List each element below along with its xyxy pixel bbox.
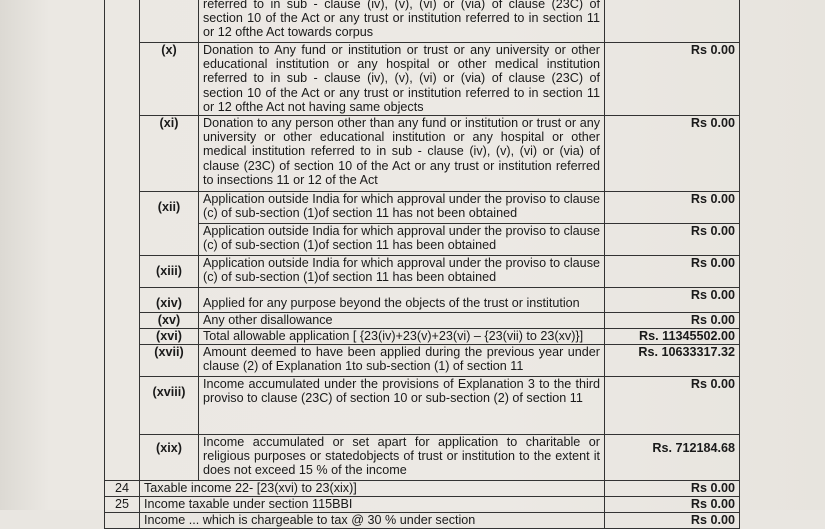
- row-description: Income taxable under section 115BBI: [140, 497, 605, 513]
- row-description: Application outside India for which approval under the proviso to clause (c) of sub-section (1)of section 11 has been obtained: [199, 256, 605, 288]
- row-amount: Rs 0.00: [605, 43, 740, 116]
- row-subclause: (xviii): [140, 377, 199, 435]
- row-amount: Rs 0.00: [605, 513, 740, 529]
- table-row: [105, 116, 740, 192]
- table-row: [105, 435, 740, 481]
- row-subclause: (xv): [140, 313, 199, 329]
- row-description: Donation to Any fund or institution or trust or any university or other educational institution or any hospital or other medical institution referred to in sub - clause (iv), (v), (vi) or (via) of clause (23C) of section 10 of the Act or any trust or institution referred to in section 11 or 12 ofthe Act not having same objects: [199, 43, 605, 116]
- row-amount: Rs 0.00: [605, 288, 740, 313]
- row-description: Income ... which is chargeable to tax @ 30 % under section: [140, 513, 605, 529]
- row-subclause: (xiv): [140, 288, 199, 313]
- row-amount: Rs 0.00: [605, 313, 740, 329]
- table-row: [105, 43, 740, 116]
- row-description: Income accumulated or set apart for application to charitable or religious purposes or statedobjects of trust or institution to the extent it does not exceed 15 % of the income: [199, 435, 605, 481]
- row-description: referred to in sub - clause (iv), (v), (vi) or (via) of clause (23C) of section 10 of the Act or any trust or institution referred to in section 11 or 12 ofthe Act towards corpus: [199, 0, 605, 43]
- row-amount: Rs 0.00: [605, 224, 740, 256]
- income-application-table: [104, 0, 740, 529]
- row-number: 25: [105, 497, 140, 513]
- row-description: Donation to any person other than any fund or institution or trust or any university or other educational institution or any hospital or other medical institution referred to in sub - clause (iv), (v), (vi) or (via) of clause (23C) of section 10 of the Act or any trust or institution referred to insections 11 or 12 of the Act: [199, 116, 605, 192]
- row-subclause: (xiii): [140, 256, 199, 288]
- row-amount: Rs 0.00: [605, 192, 740, 224]
- table-row: [105, 377, 740, 435]
- table-row: [105, 329, 740, 345]
- row-number: 24: [105, 481, 140, 497]
- row-description: Taxable income 22- [23(xvi) to 23(xix)]: [140, 481, 605, 497]
- row-amount: Rs. 10633317.32: [605, 345, 740, 377]
- row-amount: Rs 0.00: [605, 377, 740, 435]
- row-amount: Rs 0.00: [605, 497, 740, 513]
- table-row: [105, 313, 740, 329]
- row-amount: Rs 0.00: [605, 116, 740, 192]
- table-row: [105, 481, 740, 497]
- row-amount: Rs. 11345502.00: [605, 329, 740, 345]
- row-amount: Rs. 712184.68: [605, 435, 740, 481]
- row-subclause: (xvii): [140, 345, 199, 377]
- row-description: Any other disallowance: [199, 313, 605, 329]
- table-row: [105, 256, 740, 288]
- row-amount: Rs 0.00: [605, 481, 740, 497]
- row-subclause: (xii): [140, 192, 199, 224]
- table-row: [105, 192, 740, 224]
- row-subclause: (xi): [140, 116, 199, 192]
- table-row: [105, 224, 740, 256]
- row-subclause: (xvi): [140, 329, 199, 345]
- row-description: Applied for any purpose beyond the objects of the trust or institution: [199, 288, 605, 313]
- row-description: Amount deemed to have been applied during the previous year under clause (2) of Explanation 1to sub-section (1) of section 11: [199, 345, 605, 377]
- table-row: [105, 288, 740, 313]
- table-row: [105, 345, 740, 377]
- row-amount: Rs 0.00: [605, 256, 740, 288]
- table-row: [105, 513, 740, 529]
- row-description: Income accumulated under the provisions of Explanation 3 to the third proviso to clause (23C) of section 10 or sub-section (2) of section 11: [199, 377, 605, 435]
- row-description: Application outside India for which approval under the proviso to clause (c) of sub-section (1)of section 11 has not been obtained: [199, 192, 605, 224]
- row-description: Total allowable application [ {23(iv)+23(v)+23(vi) – {23(vii) to 23(xv)}]: [199, 329, 605, 345]
- row-description: Application outside India for which approval under the proviso to clause (c) of sub-section (1)of section 11 has been obtained: [199, 224, 605, 256]
- table-row: [105, 0, 740, 43]
- table-row: [105, 497, 740, 513]
- row-subclause: (x): [140, 43, 199, 116]
- row-subclause: (xix): [140, 435, 199, 481]
